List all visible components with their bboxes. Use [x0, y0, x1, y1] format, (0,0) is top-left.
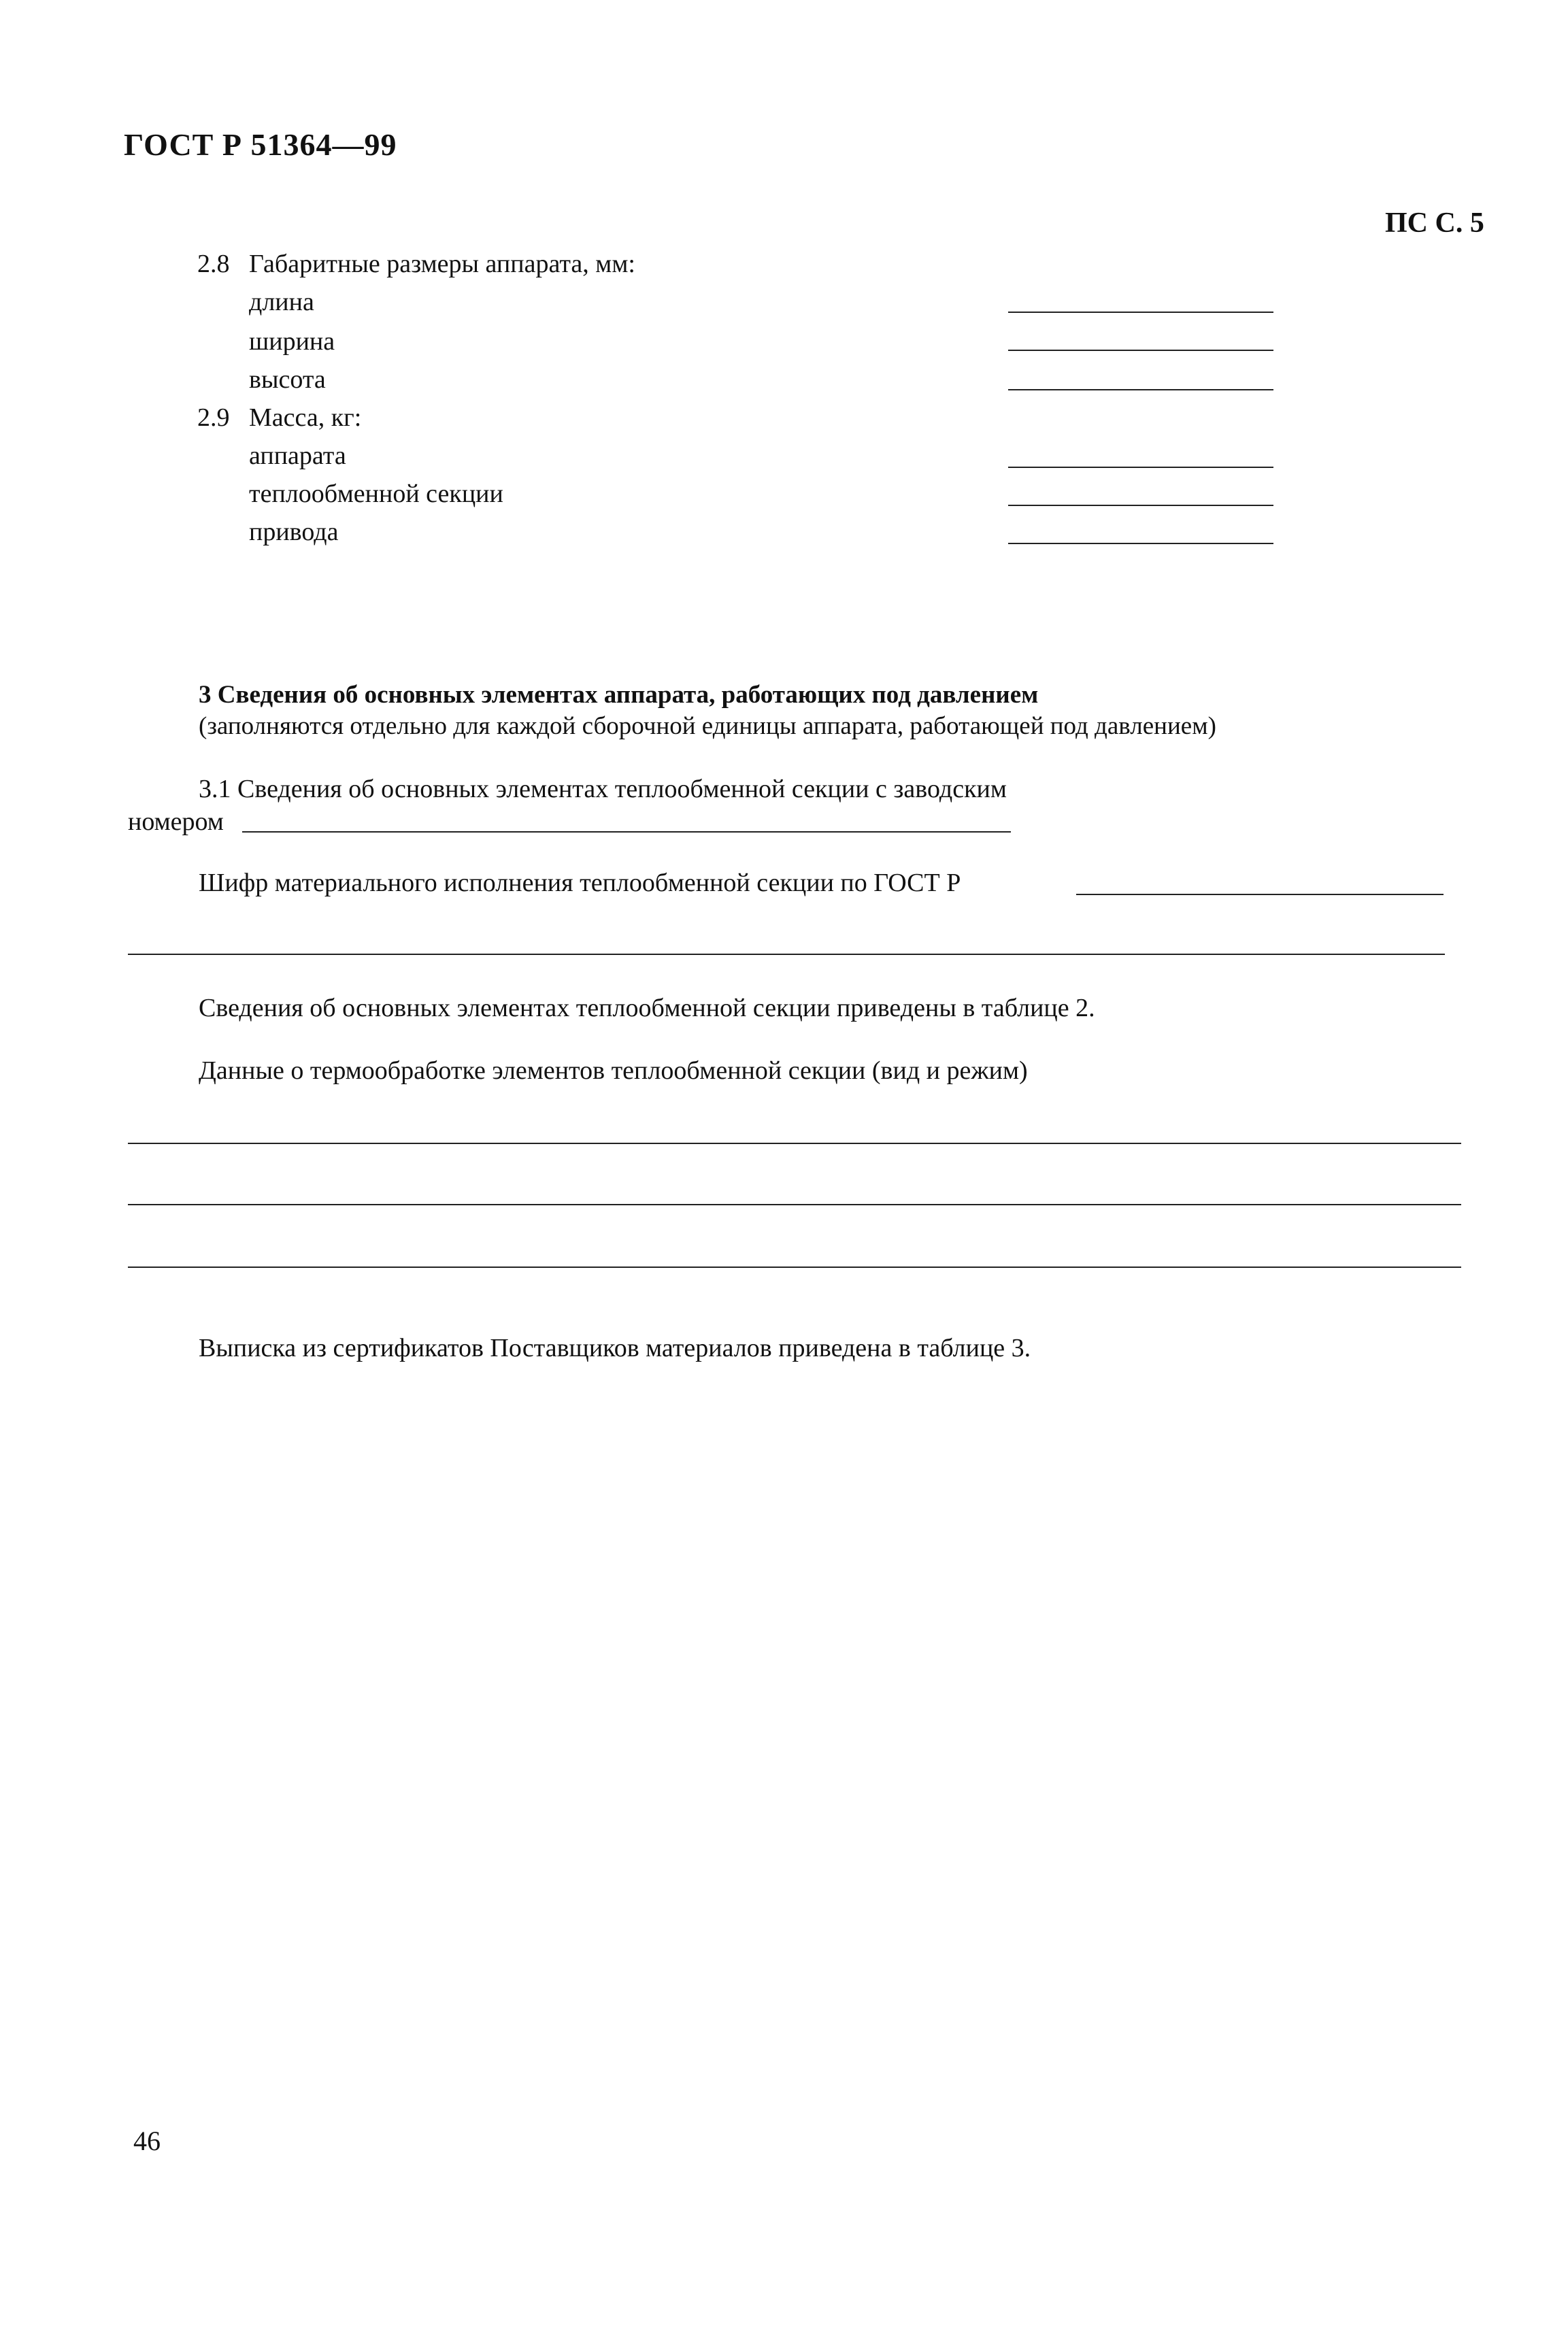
field-label-section-mass: теплообменной секции [249, 480, 503, 508]
field-line-drive-mass [1008, 543, 1273, 544]
table-2-reference: Сведения об основных элементах теплообменной секции приведены в таблице 2. [199, 994, 1095, 1022]
sheet-label: ПС С. 5 [1385, 207, 1484, 239]
item-2-8-title: Габаритные размеры аппарата, мм: [249, 250, 635, 278]
field-label-width: ширина [249, 327, 335, 356]
cipher-line-2 [128, 954, 1445, 955]
standard-title: ГОСТ Р 51364—99 [124, 127, 397, 162]
section-3-heading: 3 Сведения об основных элементах аппарата, работающих под давлением [199, 681, 1039, 709]
cipher-line-1 [1076, 894, 1444, 895]
field-line-length [1008, 312, 1273, 313]
field-line-width [1008, 350, 1273, 351]
item-2-9-title: Масса, кг: [249, 403, 362, 432]
field-label-height: высота [249, 365, 326, 394]
page-number: 46 [133, 2126, 161, 2156]
item-3-1-line1: 3.1 Сведения об основных элементах теплообменной секции с заводским [199, 775, 1007, 803]
field-line-section-mass [1008, 505, 1273, 506]
item-2-9-number: 2.9 [197, 403, 230, 432]
field-label-apparatus-mass: аппарата [249, 441, 346, 470]
field-line-apparatus-mass [1008, 467, 1273, 468]
heat-treatment-label: Данные о термообработке элементов теплообменной секции (вид и режим) [199, 1056, 1028, 1085]
item-2-8-number: 2.8 [197, 250, 230, 278]
section-3-note: (заполняются отдельно для каждой сборочной единицы аппарата, работающей под давлением) [199, 712, 1216, 740]
certificates-reference: Выписка из сертификатов Поставщиков материалов приведена в таблице 3. [199, 1334, 1031, 1362]
field-label-length: длина [249, 288, 314, 316]
cipher-label: Шифр материального исполнения теплообменной секции по ГОСТ Р [199, 869, 961, 897]
heat-treatment-line-3 [128, 1267, 1461, 1268]
field-line-height [1008, 389, 1273, 390]
item-3-1-line2: номером [128, 807, 224, 836]
serial-number-line [242, 831, 1011, 833]
heat-treatment-line-1 [128, 1143, 1461, 1144]
heat-treatment-line-2 [128, 1204, 1461, 1205]
field-label-drive-mass: привода [249, 518, 339, 546]
